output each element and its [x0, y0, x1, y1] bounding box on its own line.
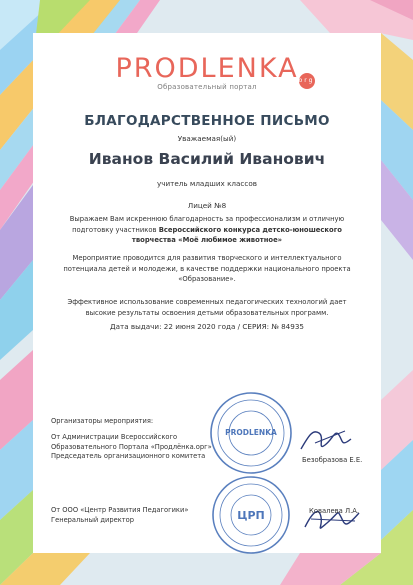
organizer-portal: [51, 433, 212, 462]
greeting: Уважаемая(ый): [177, 134, 237, 143]
organizer-portal-line: Образовательного Портала «Продлёнка.орг»: [51, 442, 212, 451]
effectiveness-note: Эффективное использование современных педагогических технологий дает высокие результаты освоения детьми образовательных программ.: [67, 298, 347, 317]
signer-name-bezobrazova: Безобразова Е.Е.: [302, 456, 363, 464]
organizer-portal-line: Председатель организационного комитета: [51, 452, 206, 460]
gratitude-paragraph: Выражаем Вам искреннюю благодарность за профессионализм и отличную подготовку участников Всероссийского конкурса детско-юношеского творчества «Моё любимое животное»: [69, 215, 345, 244]
signer-name-kovaleva: Ковалева Л.А.: [309, 507, 360, 515]
logo-org-badge: org: [299, 73, 315, 89]
organizers-heading: Организаторы мероприятия:: [51, 417, 154, 425]
portal-stamp: [209, 391, 293, 475]
organizer-portal-line: От Администрации Всероссийского: [51, 433, 178, 441]
letter-sheet: [33, 33, 381, 553]
organizer-center: [51, 506, 188, 525]
signature-bezobrazova: [295, 425, 357, 457]
center-stamp: [211, 475, 291, 555]
logo-subtitle: Образовательный портал: [157, 83, 257, 91]
recipient-name: Иванов Василий Иванович: [88, 150, 326, 168]
issue-date-series: Дата выдачи: 22 июня 2020 года / СЕРИЯ: № 84935: [110, 322, 304, 331]
letter-title: БЛАГОДАРСТВЕННОЕ ПИСЬМО: [84, 113, 330, 129]
event-description: Мероприятие проводится для развития творческого и интеллектуального потенциала детей и молодежи, в качестве поддержки национального проекта «Образование».: [63, 254, 351, 283]
contest-name: Всероссийского конкурса детско-юношеского творчества «Моё любимое животное»: [131, 225, 342, 244]
recipient-position: учитель младших классов: [157, 179, 257, 188]
brand-logo: [33, 55, 381, 91]
logo-wordmark: PRODLENKA org: [115, 55, 298, 83]
organizer-center-line: От ООО «Центр Развития Педагогики»: [51, 506, 189, 514]
center-stamp-text: ЦРП: [237, 509, 265, 522]
portal-stamp-text: PRODLENKA: [225, 428, 277, 437]
recipient-school: Лицей №8: [187, 201, 227, 210]
organizer-center-line: Генеральный директор: [51, 515, 134, 524]
